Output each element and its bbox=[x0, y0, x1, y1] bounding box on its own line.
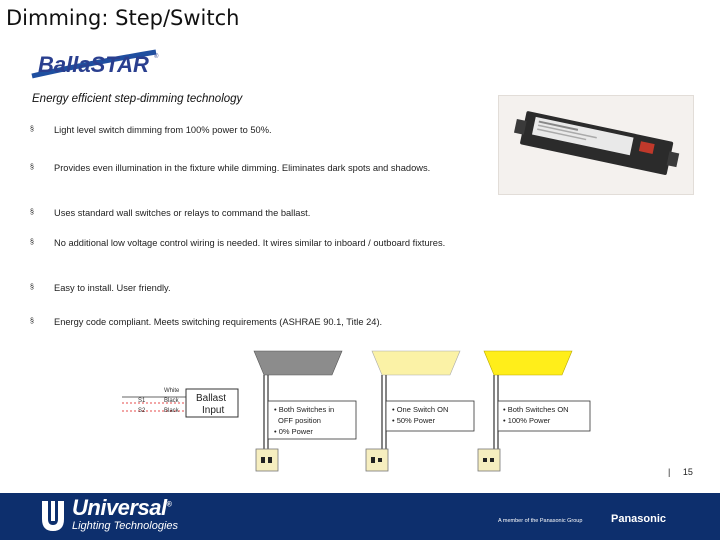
wall-switch bbox=[478, 449, 500, 471]
wire-label-white: White bbox=[164, 388, 180, 394]
panasonic-logo: Panasonic bbox=[611, 513, 667, 525]
state-text-2: • 100% Power bbox=[503, 416, 551, 425]
wall-switch bbox=[256, 449, 278, 471]
page-separator: | bbox=[668, 467, 671, 477]
fixture-lens bbox=[254, 351, 342, 375]
wire-label-s2: S2 bbox=[138, 408, 146, 414]
input-label: Input bbox=[202, 405, 225, 416]
state-text-3: • 0% Power bbox=[274, 427, 313, 436]
bullet-marker: § bbox=[30, 209, 34, 216]
wire-label-s1: S1 bbox=[138, 398, 146, 404]
ballast-label: Ballast bbox=[196, 393, 227, 404]
bullet-marker: § bbox=[30, 284, 34, 291]
footer-bar bbox=[0, 493, 720, 540]
ballastar-logo bbox=[24, 46, 164, 86]
fixture-both-off bbox=[254, 351, 356, 471]
bullet-marker: § bbox=[30, 126, 34, 133]
page-number bbox=[668, 467, 693, 477]
state-text-1: • Both Switches in bbox=[274, 405, 335, 414]
bullet-text: No additional low voltage control wiring is needed. It wires similar to inboard / outboard fixtures. bbox=[54, 238, 446, 248]
fixture-both-on bbox=[478, 351, 590, 471]
fixture-lens bbox=[484, 351, 572, 375]
wire-label-black-1: Black bbox=[164, 398, 179, 404]
universal-subtitle: Lighting Technologies bbox=[72, 520, 179, 532]
bullet-text: Provides even illumination in the fixture while dimming. Eliminates dark spots and shadows. bbox=[54, 163, 431, 173]
logo-text: BallaSTAR bbox=[38, 52, 149, 77]
universal-logo-icon bbox=[38, 499, 68, 533]
bullet-marker: § bbox=[30, 239, 34, 246]
wiring-diagram bbox=[118, 345, 598, 473]
ballast-photo bbox=[498, 95, 694, 195]
page-number-value: 15 bbox=[682, 467, 693, 477]
state-text-1: • One Switch ON bbox=[392, 405, 449, 414]
bullet-text: Easy to install. User friendly. bbox=[54, 283, 171, 293]
bullet-text: Energy code compliant. Meets switching requirements (ASHRAE 90.1, Title 24). bbox=[54, 317, 383, 327]
bullet-text: Light level switch dimming from 100% power to 50%. bbox=[54, 125, 272, 135]
fixture-one-on bbox=[366, 351, 474, 471]
state-text-2: OFF position bbox=[278, 416, 321, 425]
bullet-marker: § bbox=[30, 164, 34, 171]
wiring-legend bbox=[122, 388, 238, 417]
logo-registered-mark: ® bbox=[154, 54, 159, 60]
subtitle: Energy efficient step-dimming technology bbox=[32, 93, 243, 105]
state-text-2: • 50% Power bbox=[392, 416, 436, 425]
bullet-text: Uses standard wall switches or relays to command the ballast. bbox=[54, 208, 311, 218]
page-title: Dimming: Step/Switch bbox=[6, 6, 240, 30]
bullet-marker: § bbox=[30, 318, 34, 325]
panasonic-member-text: A member of the Panasonic Group bbox=[498, 518, 583, 524]
universal-brand: Universal® bbox=[72, 495, 172, 520]
state-text-1: • Both Switches ON bbox=[503, 405, 569, 414]
wire-label-black-2: Black bbox=[164, 408, 179, 414]
fixture-lens bbox=[372, 351, 460, 375]
wall-switch bbox=[366, 449, 388, 471]
